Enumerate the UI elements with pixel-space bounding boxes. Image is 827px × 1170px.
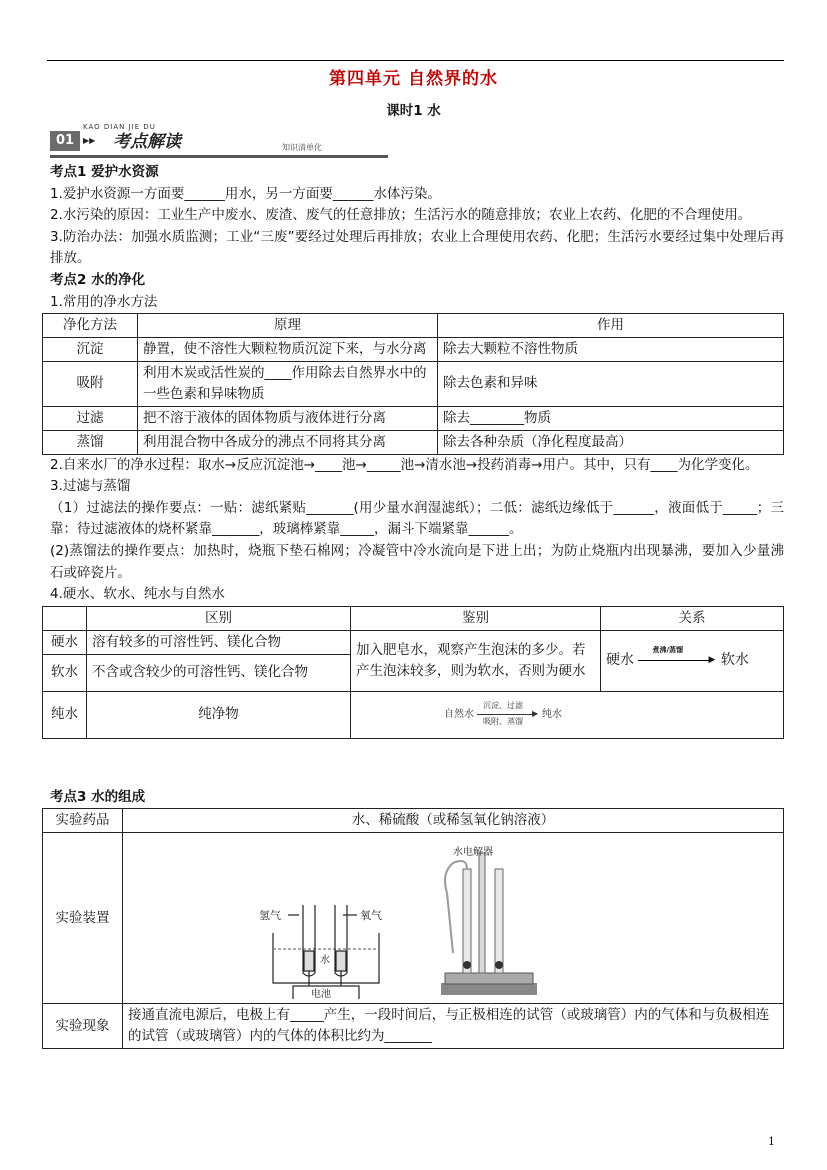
table-row (43, 1004, 784, 1049)
natural-to: 纯水 (542, 708, 562, 720)
electrolyzer-photo (441, 853, 537, 995)
table-row (43, 809, 784, 833)
relation-arrow-label: 煮沸/蒸馏 (652, 645, 684, 654)
table-cell: 除去各种杂质（净化程度最高） (438, 430, 784, 454)
section-banner (50, 122, 388, 160)
section2-item-3b: (2)蒸馏法的操作要点：加热时，烧瓶下垫石棉网；冷凝管中冷水流向是下进上出；为防止烧瓶内出现暴沸，要加入少量沸石或碎瓷片。 (50, 543, 784, 581)
table-row (43, 630, 784, 654)
table-cell: 实验装置 (43, 833, 123, 1004)
table-row (43, 406, 784, 430)
natural-arrow (477, 701, 539, 729)
banner-pinyin: KAO DIAN JIE DU (83, 123, 156, 131)
relation-from: 硬水 (606, 651, 634, 668)
table-cell: 利用木炭或活性炭的____作用除去自然界水中的一些色素和异味物质 (138, 362, 438, 407)
section1-item-1: 1.爱护水资源一方面要______用水，另一方面要______水体污染。 (50, 185, 441, 202)
identify-cell: 加入肥皂水，观察产生泡沫的多少。若产生泡沫较多，则为软水，否则为硬水 (351, 630, 601, 691)
table-cell: 纯水 (43, 691, 87, 738)
water-composition-table (42, 808, 784, 1049)
apparatus-cell (123, 833, 784, 1004)
arrow-line (477, 714, 534, 715)
section3-heading: 考点3 水的组成 (50, 788, 146, 805)
table-cell: 软水 (43, 654, 87, 691)
table-cell: 纯净物 (87, 691, 351, 738)
banner-note: 知识清单化 (282, 143, 322, 152)
natural-water-diagram (444, 701, 778, 729)
table-cell: 水、稀硫酸（或稀氢氧化钠溶液） (123, 809, 784, 833)
label-battery: 电池 (311, 989, 331, 1000)
natural-below: 吸附、蒸馏 (483, 716, 523, 726)
label-oxygen: 氧气 (360, 909, 382, 923)
table-row (43, 833, 784, 1004)
table-cell: 除去大颗粒不溶性物质 (438, 338, 784, 362)
purification-table (42, 313, 784, 455)
table-row (43, 362, 784, 407)
section2-sub1: 1.常用的净水方法 (50, 293, 158, 310)
table-header (43, 606, 87, 630)
table-row (43, 430, 784, 454)
table-cell: 把不溶于液体的固体物质与液体进行分离 (138, 406, 438, 430)
table-header: 关系 (601, 606, 784, 630)
relation-to: 软水 (720, 651, 749, 668)
electrolysis-apparatus (123, 833, 773, 999)
table-cell: 实验现象 (43, 1004, 123, 1049)
table-cell: 溶有较多的可溶性钙、镁化合物 (87, 630, 351, 654)
section2-item-4: 4.硬水、软水、纯水与自然水 (50, 586, 225, 603)
content (50, 162, 784, 1049)
top-rule (47, 60, 784, 61)
banner-name: 考点解读 (113, 132, 181, 152)
table-header: 净化方法 (43, 314, 138, 338)
table-cell: 除去色素和异味 (438, 362, 784, 407)
table-cell: 除去________物质 (438, 406, 784, 430)
relation-cell (601, 630, 784, 691)
relation-arrow (638, 645, 716, 667)
label-hydrogen: 氢气 (259, 909, 281, 923)
banner-number: 01 (50, 131, 80, 151)
table-cell: 接通直流电源后，电极上有_____产生，一段时间后，与正极相连的试管（或玻璃管）内的气体和与负极相连的试管（或玻璃管）内的气体的体积比约为_______ (123, 1004, 784, 1049)
spacer (50, 739, 784, 787)
table-header: 鉴别 (351, 606, 601, 630)
section1-item-3: 3.防治办法：加强水质监测；工业“三废”要经过处理后再排放；农业上合理使用农药、化肥；生活污水要经过集中处理后再排放。 (50, 228, 784, 267)
section2-item-2: 2.自来水厂的净水过程：取水→反应沉淀池→____池→_____池→清水池→投药消毒→用户。其中，只有____为化学变化。 (50, 456, 759, 473)
label-electrolyzer: 水电解器 (453, 847, 493, 859)
arrow-head-icon: ▶ (708, 654, 716, 665)
table-header: 作用 (438, 314, 784, 338)
label-water: 水 (320, 955, 330, 967)
section1-item-2: 2.水污染的原因：工业生产中废水、废渣、废气的任意排放；生活污水的随意排放；农业上农药、化肥的不合理使用。 (50, 207, 752, 224)
table-cell: 过滤 (43, 406, 138, 430)
table-cell: 实验药品 (43, 809, 123, 833)
page-number: 1 (768, 1135, 775, 1148)
table-cell: 吸附 (43, 362, 138, 407)
water-types-table (42, 606, 784, 739)
banner-underline (50, 155, 388, 158)
table-cell: 静置，使不溶性大颗粒物质沉淀下来，与水分离 (138, 338, 438, 362)
table-cell: 硬水 (43, 630, 87, 654)
table-header: 区别 (87, 606, 351, 630)
natural-above: 沉淀、过滤 (483, 700, 523, 710)
page-title: 第四单元 自然界的水 (329, 69, 498, 89)
arrow-line (638, 660, 710, 661)
section2-heading: 考点2 水的净化 (50, 271, 146, 288)
arrow-head-icon: ▶ (532, 708, 539, 718)
section2-item-3a: （1）过滤法的操作要点：一贴：滤纸紧贴_______(用少量水润湿滤纸）；二低：滤纸边缘低于______，液面低于_____；三靠：待过滤液体的烧杯紧靠_______，玻璃棒紧靠_____，漏斗下端紧靠______。 (50, 499, 784, 538)
table-cell: 不含或含较少的可溶性钙、镁化合物 (87, 654, 351, 691)
table-row (43, 691, 784, 738)
section1-heading: 考点1 爱护水资源 (50, 164, 159, 180)
page-subtitle: 课时1 水 (386, 103, 441, 119)
table-cell: 沉淀 (43, 338, 138, 362)
section2-item-3: 3.过滤与蒸馏 (50, 478, 131, 495)
double-arrow-icon: ▶▶ (83, 136, 96, 145)
natural-from: 自然水 (444, 708, 474, 720)
table-header: 原理 (138, 314, 438, 338)
table-row (43, 338, 784, 362)
table-cell: 利用混合物中各成分的沸点不同将其分离 (138, 430, 438, 454)
table-cell: 蒸馏 (43, 430, 138, 454)
natural-water-cell (351, 691, 784, 738)
